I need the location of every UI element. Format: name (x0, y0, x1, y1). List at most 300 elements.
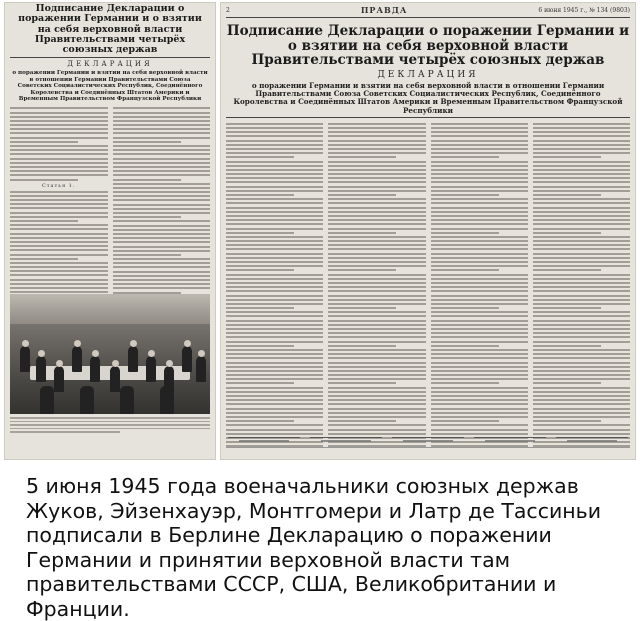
text-line (226, 244, 323, 246)
text-line (533, 307, 601, 309)
text-line (226, 265, 323, 267)
text-line (431, 248, 528, 250)
text-line (328, 345, 396, 347)
text-line (533, 244, 630, 246)
text-line (226, 274, 323, 276)
text-line (533, 353, 630, 355)
text-line (431, 144, 528, 146)
text-line (226, 152, 323, 154)
text-line (328, 353, 425, 355)
divider (226, 17, 630, 18)
person-head (74, 340, 81, 347)
text-line (328, 286, 425, 288)
text-line (328, 311, 425, 313)
text-line (10, 170, 108, 172)
text-line (431, 207, 528, 209)
text-line (226, 253, 323, 255)
text-line (226, 223, 323, 225)
text-line (533, 378, 630, 380)
text-line (113, 195, 211, 197)
text-line (533, 341, 630, 343)
text-line (226, 420, 294, 422)
text-line (113, 283, 211, 285)
text-line (328, 211, 425, 213)
text-line (533, 299, 630, 301)
text-line (328, 169, 425, 171)
text-line (533, 429, 630, 431)
text-line (10, 162, 108, 164)
text-line (226, 161, 323, 163)
text-line (328, 135, 425, 137)
right-page-headline: Подписание Декларации о поражении Германии и о взятии на себя верховной власти Правительствами четырёх союзных держав (226, 23, 630, 69)
text-line (328, 177, 425, 179)
signature (392, 437, 464, 442)
person-head (166, 360, 173, 367)
left-page-kicker: ДЕКЛАРАЦИЯ (67, 60, 153, 69)
issue-info: 6 июня 1945 г., № 134 (9803) (538, 6, 630, 14)
text-line (226, 190, 323, 192)
text-line (226, 341, 323, 343)
text-line (113, 216, 181, 218)
text-line (328, 295, 425, 297)
text-line (113, 225, 211, 227)
text-line (533, 181, 630, 183)
text-line (533, 202, 630, 204)
text-line (431, 416, 528, 418)
text-line (328, 328, 425, 330)
text-line (113, 254, 181, 256)
text-line (533, 207, 630, 209)
text-line (10, 237, 108, 239)
person-silhouette (54, 366, 64, 392)
text-line (328, 395, 425, 397)
text-line (328, 207, 425, 209)
text-line (113, 241, 211, 243)
text-line (328, 236, 425, 238)
text-line (226, 303, 323, 305)
text-line (431, 370, 528, 372)
text-line (431, 194, 499, 196)
text-line (533, 219, 630, 221)
signature-block (228, 437, 628, 442)
text-line (226, 403, 323, 405)
text-line (328, 399, 425, 401)
person-head (22, 340, 29, 347)
text-line (431, 265, 528, 267)
person-silhouette (128, 346, 138, 372)
text-line (533, 211, 630, 213)
paper-name: ПРАВДА (360, 5, 408, 15)
person-silhouette (36, 356, 46, 382)
signature (556, 437, 628, 442)
text-line (431, 198, 528, 200)
text-line (226, 416, 323, 418)
text-line (533, 198, 630, 200)
text-line (533, 253, 630, 255)
text-line (431, 286, 528, 288)
text-line (113, 153, 211, 155)
text-line (431, 244, 528, 246)
text-line (431, 332, 528, 334)
text-line (533, 345, 601, 347)
text-line (226, 374, 323, 376)
text-line (533, 165, 630, 167)
text-line (328, 140, 425, 142)
text-line (226, 207, 323, 209)
text-line (328, 152, 425, 154)
text-line (431, 140, 528, 142)
text-line (328, 336, 425, 338)
text-line (533, 152, 630, 154)
text-line (113, 208, 211, 210)
text-line (533, 269, 601, 271)
text-line (113, 262, 211, 264)
text-line (431, 240, 528, 242)
text-line (431, 395, 528, 397)
signature (474, 437, 546, 442)
text-line (226, 366, 323, 368)
text-line (533, 236, 630, 238)
text-line (10, 258, 78, 260)
text-line (328, 148, 425, 150)
text-line (328, 165, 425, 167)
text-line (10, 245, 108, 247)
article-section-heading: Статья 1. (41, 182, 76, 189)
text-line (113, 279, 211, 281)
text-line (226, 382, 294, 384)
text-line (533, 248, 630, 250)
text-line (226, 412, 323, 414)
text-line (113, 149, 211, 151)
text-line (113, 212, 211, 214)
text-line (113, 191, 211, 193)
text-line (431, 202, 528, 204)
text-line (533, 186, 630, 188)
text-line (10, 195, 108, 197)
text-line (431, 253, 528, 255)
text-line (113, 128, 211, 130)
text-line (328, 387, 425, 389)
text-line (533, 349, 630, 351)
text-line (533, 265, 630, 267)
text-line (431, 362, 528, 364)
text-line (226, 307, 294, 309)
text-line (431, 236, 528, 238)
text-line (328, 303, 425, 305)
text-line (10, 220, 78, 222)
text-line (533, 156, 601, 158)
person-silhouette (196, 356, 206, 382)
signature (228, 437, 300, 442)
text-line (113, 275, 211, 277)
text-line (226, 257, 323, 259)
text-line (328, 320, 425, 322)
text-line (113, 220, 211, 222)
text-line (226, 324, 323, 326)
text-line (328, 144, 425, 146)
text-line (10, 224, 108, 226)
text-line (431, 156, 499, 158)
person-silhouette (90, 356, 100, 382)
text-line (328, 274, 425, 276)
text-line (431, 403, 528, 405)
text-line (113, 124, 211, 126)
text-line (328, 248, 425, 250)
text-line (328, 265, 425, 267)
text-line (226, 286, 323, 288)
page-header (220, 2, 636, 15)
text-line (431, 433, 528, 435)
text-line (533, 194, 601, 196)
text-line (328, 378, 425, 380)
person-head (112, 360, 119, 367)
text-line (328, 278, 425, 280)
text-line (328, 257, 425, 259)
text-line (533, 328, 630, 330)
text-line (10, 191, 108, 193)
text-line (10, 153, 108, 155)
text-line (113, 199, 211, 201)
text-line (533, 362, 630, 364)
newspaper-page-right (220, 2, 636, 460)
caption-line (10, 428, 210, 430)
text-line (328, 412, 425, 414)
caption-line (10, 417, 210, 419)
text-line (328, 228, 425, 230)
text-line (328, 403, 425, 405)
text-line (431, 228, 528, 230)
text-line (226, 290, 323, 292)
text-line (328, 131, 425, 133)
text-line (328, 408, 425, 410)
text-line (113, 145, 211, 147)
text-line (431, 152, 528, 154)
page-number: 2 (226, 6, 230, 14)
text-line (533, 424, 630, 426)
text-line (328, 382, 396, 384)
text-line (10, 262, 108, 264)
text-line (328, 282, 425, 284)
text-line (533, 382, 601, 384)
text-line (10, 174, 108, 176)
text-line (10, 228, 108, 230)
text-line (431, 391, 528, 393)
text-line (226, 202, 323, 204)
text-line (226, 336, 323, 338)
text-line (533, 399, 630, 401)
text-line (226, 370, 323, 372)
text-line (431, 357, 528, 359)
text-line (226, 353, 323, 355)
text-line (431, 177, 528, 179)
text-line (533, 131, 630, 133)
text-line (226, 215, 323, 217)
text-line (328, 202, 425, 204)
text-line (226, 186, 323, 188)
text-line (226, 391, 323, 393)
text-line (431, 269, 499, 271)
text-line (113, 246, 211, 248)
text-line (226, 278, 323, 280)
photo-caption (10, 417, 210, 435)
text-line (226, 429, 323, 431)
text-line (328, 194, 396, 196)
text-line (113, 266, 211, 268)
text-line (533, 311, 630, 313)
text-column (226, 123, 323, 450)
text-line (533, 336, 630, 338)
newspaper-page-left (4, 2, 216, 460)
text-line (226, 378, 323, 380)
text-line (328, 123, 425, 125)
text-line (113, 162, 211, 164)
text-line (328, 315, 425, 317)
text-line (10, 241, 108, 243)
text-line (10, 287, 108, 289)
text-line (533, 374, 630, 376)
text-line (226, 387, 323, 389)
text-line (226, 399, 323, 401)
text-line (113, 174, 211, 176)
person-head (198, 350, 205, 357)
caption-line (10, 431, 120, 433)
text-line (226, 236, 323, 238)
text-line (328, 290, 425, 292)
text-line (113, 250, 211, 252)
text-line (328, 269, 396, 271)
text-line (533, 332, 630, 334)
text-line (226, 181, 323, 183)
text-line (533, 127, 630, 129)
text-line (533, 135, 630, 137)
person-silhouette (80, 386, 94, 414)
photo-ceiling (10, 294, 210, 324)
text-line (431, 374, 528, 376)
text-line (226, 165, 323, 167)
text-line (113, 233, 211, 235)
text-line (226, 228, 323, 230)
text-line (533, 144, 630, 146)
text-line (10, 128, 108, 130)
text-line (226, 395, 323, 397)
text-line (431, 190, 528, 192)
text-line (431, 135, 528, 137)
text-line (431, 311, 528, 313)
person-head (184, 340, 191, 347)
text-line (533, 387, 630, 389)
text-line (328, 219, 425, 221)
text-line (10, 199, 108, 201)
text-line (533, 433, 630, 435)
person-silhouette (110, 366, 120, 392)
text-line (226, 332, 323, 334)
text-line (328, 429, 425, 431)
text-line (226, 211, 323, 213)
text-line (328, 253, 425, 255)
text-line (10, 149, 108, 151)
text-line (328, 433, 425, 435)
text-column (328, 123, 425, 450)
person-head (92, 350, 99, 357)
text-line (533, 274, 630, 276)
text-line (226, 433, 323, 435)
person-silhouette (40, 386, 54, 414)
text-line (226, 240, 323, 242)
text-line (431, 349, 528, 351)
text-line (10, 158, 108, 160)
text-line (533, 169, 630, 171)
person-head (130, 340, 137, 347)
text-line (431, 382, 499, 384)
text-line (113, 107, 211, 109)
text-line (10, 233, 108, 235)
text-line (10, 107, 108, 109)
text-line (10, 124, 108, 126)
text-line (533, 324, 630, 326)
text-line (226, 315, 323, 317)
text-line (431, 378, 528, 380)
text-line (328, 240, 425, 242)
text-line (113, 258, 211, 260)
text-line (10, 216, 108, 218)
text-line (113, 170, 211, 172)
text-line (10, 291, 108, 293)
text-line (431, 219, 528, 221)
right-page-kicker: ДЕКЛАРАЦИЯ (377, 69, 479, 80)
text-line (431, 274, 528, 276)
text-line (328, 420, 396, 422)
text-line (328, 332, 425, 334)
left-page-subtitle: о поражении Германии и взятии на себя верховной власти в отношении Германии Правительствами Союза Советских Социалистических Республик, Соединённого Королевства и Соединённых Штатов Америки и Временным Правительством Французской Республики (12, 70, 208, 102)
text-line (113, 141, 181, 143)
right-page-columns (220, 120, 636, 453)
text-column (533, 123, 630, 450)
text-line (10, 120, 108, 122)
text-line (226, 248, 323, 250)
divider (226, 117, 630, 118)
text-line (431, 186, 528, 188)
text-line (533, 320, 630, 322)
text-line (10, 112, 108, 114)
text-line (328, 181, 425, 183)
text-line (533, 370, 630, 372)
person-head (38, 350, 45, 357)
text-line (533, 416, 630, 418)
person-silhouette (146, 356, 156, 382)
text-line (431, 223, 528, 225)
text-line (533, 261, 630, 263)
text-line (10, 212, 108, 214)
text-line (10, 249, 108, 251)
text-line (10, 254, 108, 256)
person-silhouette (182, 346, 192, 372)
text-line (328, 261, 425, 263)
text-line (226, 173, 323, 175)
text-line (10, 266, 108, 268)
text-line (10, 283, 108, 285)
text-line (431, 320, 528, 322)
text-line (328, 198, 425, 200)
text-line (431, 181, 528, 183)
person-head (56, 360, 63, 367)
text-line (226, 295, 323, 297)
text-line (226, 349, 323, 351)
text-line (226, 135, 323, 137)
text-line (10, 141, 78, 143)
text-line (431, 165, 528, 167)
text-line (533, 395, 630, 397)
text-line (113, 116, 211, 118)
